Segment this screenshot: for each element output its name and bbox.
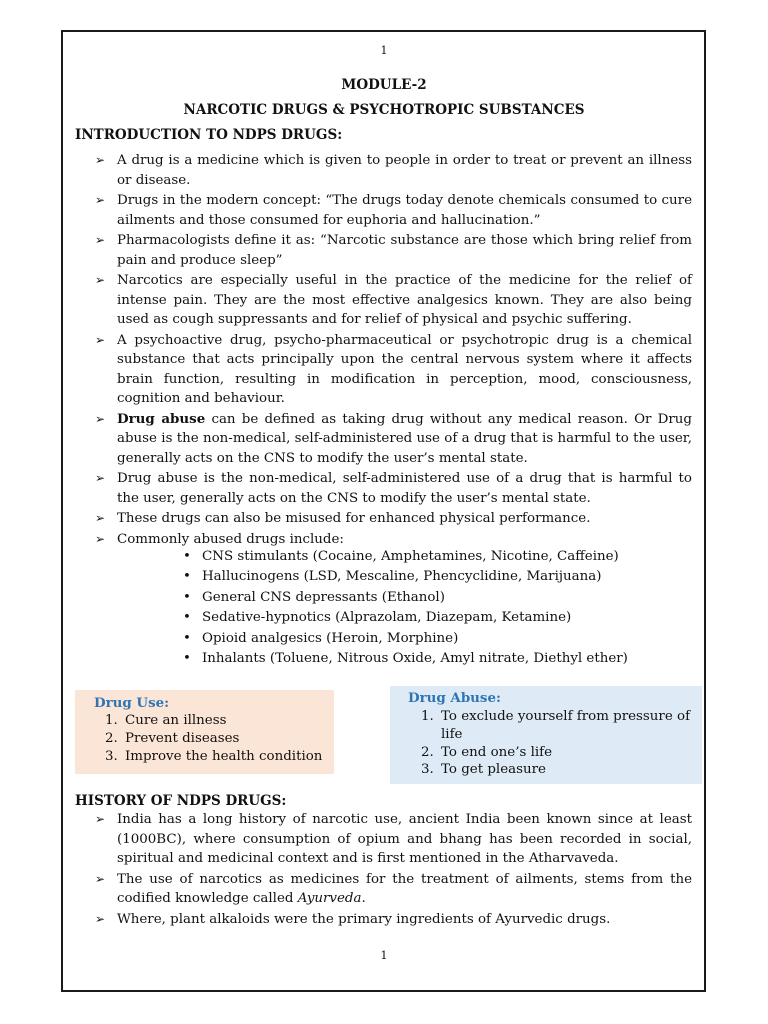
list-item [183, 588, 628, 608]
list-item [183, 629, 628, 649]
bullet-text: Pharmacologists define it as: “Narcotic substance are those which bring relief from pain and produce sleep” [117, 232, 692, 268]
arrow-bullet-icon: ➢ [95, 332, 106, 347]
drug-use-item: Improve the health condition [125, 748, 323, 764]
arrow-bullet-icon: ➢ [95, 192, 106, 207]
module-title: MODULE-2 [341, 77, 427, 93]
drug-use-item: Cure an illness [125, 713, 227, 728]
bullet-text-suffix: . [361, 891, 366, 907]
history-heading: HISTORY OF NDPS DRUGS: [75, 793, 287, 809]
list-item [95, 469, 692, 508]
bullet-text: Where, plant alkaloids were the primary ingredients of Ayurvedic drugs. [117, 911, 611, 927]
abused-drugs-list [183, 547, 628, 669]
dot-bullet-icon: • [183, 549, 191, 564]
module-subtitle: NARCOTIC DRUGS & PSYCHOTROPIC SUBSTANCES [183, 102, 585, 118]
page-number-top: 1 [380, 44, 388, 57]
drug-use-box [75, 690, 334, 774]
list-number: 1. [421, 709, 434, 724]
arrow-bullet-icon: ➢ [95, 531, 106, 546]
list-item [183, 547, 628, 567]
drug-class-text: Sedative-hypnotics (Alprazolam, Diazepam, Ketamine) [202, 610, 572, 626]
list-item [95, 271, 692, 330]
intro-bullet-list [95, 151, 692, 550]
bullet-text: These drugs can also be misused for enhanced physical performance. [117, 511, 591, 527]
dot-bullet-icon: • [183, 630, 191, 646]
bullet-text: India has a long history of narcotic use, ancient India been known since at least (1000BC), where consumption of opium and bhang has been recorded in social, spiritual and medicinal context and is first mentioned in the Atharvaveda. [117, 812, 692, 867]
drug-class-text: Inhalants (Toluene, Nitrous Oxide, Amyl nitrate, Diethyl ether) [202, 651, 628, 667]
arrow-bullet-icon: ➢ [95, 911, 106, 926]
list-number: 2. [105, 730, 118, 746]
bullet-bold-term: Drug abuse [117, 410, 206, 427]
dot-bullet-icon: • [183, 610, 191, 626]
drug-class-text: CNS stimulants (Cocaine, Amphetamines, Nicotine, Caffeine) [202, 549, 619, 564]
list-number: 3. [105, 748, 118, 764]
drug-class-text: Opioid analgesics (Heroin, Morphine) [202, 630, 459, 646]
drug-use-item: Prevent diseases [125, 730, 240, 746]
list-item [95, 331, 692, 409]
drug-class-text: Hallucinogens (LSD, Mescaline, Phencyclidine, Marijuana) [202, 569, 602, 585]
list-item [95, 870, 692, 909]
arrow-bullet-icon: ➢ [95, 471, 106, 486]
list-item [95, 151, 692, 190]
list-number: 1. [105, 713, 118, 728]
arrow-bullet-icon: ➢ [95, 411, 106, 426]
intro-heading: INTRODUCTION TO NDPS DRUGS: [75, 127, 343, 143]
list-item [95, 410, 692, 469]
bullet-text: A psychoactive drug, psycho-pharmaceutical or psychotropic drug is a chemical substance that acts principally upon the central nervous system where it affects brain function, resulting in modification in perception, mood, consciousness, cognition and behaviour. [117, 332, 692, 407]
list-item [95, 810, 692, 869]
list-item [421, 708, 697, 744]
drug-use-title: Drug Use: [94, 695, 170, 711]
bullet-text: can be defined as taking drug without any medical reason. Or Drug abuse is the non-medical, self-administered use of a drug that is harmful to the user, generally acts on the CNS to modify the user’s mental state. [117, 411, 693, 466]
list-item [421, 761, 697, 779]
list-item [95, 509, 692, 529]
arrow-bullet-icon: ➢ [95, 812, 106, 826]
drug-use-list [105, 712, 322, 765]
drug-class-text: General CNS depressants (Ethanol) [202, 589, 445, 605]
bullet-text: Narcotics are especially useful in the practice of the medicine for the relief of intense pain. They are the most effective analgesics known. They are also being used as cough suppressants and for relief of physical and psychic suffering. [117, 272, 692, 328]
arrow-bullet-icon: ➢ [95, 153, 106, 167]
list-item [95, 910, 692, 930]
dot-bullet-icon: • [183, 651, 191, 667]
drug-abuse-list [421, 708, 697, 779]
list-item [105, 748, 322, 766]
history-bullet-list [95, 810, 692, 930]
arrow-bullet-icon: ➢ [95, 871, 106, 886]
list-item [421, 744, 697, 762]
drug-abuse-item: To get pleasure [441, 762, 546, 778]
list-item [105, 712, 322, 730]
list-number: 3. [421, 762, 434, 778]
arrow-bullet-icon: ➢ [95, 232, 106, 247]
list-item [95, 191, 692, 230]
list-item [105, 730, 322, 748]
drug-abuse-box [390, 686, 702, 784]
drug-abuse-item: To exclude yourself from pressure of life [441, 709, 691, 742]
bullet-text: Commonly abused drugs include: [117, 531, 344, 547]
list-number: 2. [421, 744, 434, 760]
list-item [183, 567, 628, 587]
drug-abuse-title: Drug Abuse: [408, 690, 501, 706]
bullet-text: The use of narcotics as medicines for the treatment of ailments, stems from the codified knowledge called [117, 871, 692, 907]
list-item [183, 649, 628, 669]
bullet-italic-term: Ayurveda [297, 891, 362, 907]
list-item [95, 231, 692, 270]
drug-abuse-item: To end one’s life [441, 744, 553, 760]
dot-bullet-icon: • [183, 569, 191, 585]
arrow-bullet-icon: ➢ [95, 511, 106, 526]
arrow-bullet-icon: ➢ [95, 272, 106, 287]
dot-bullet-icon: • [183, 589, 191, 605]
page-number-bottom: 1 [380, 949, 388, 962]
list-item [183, 608, 628, 628]
bullet-text: Drugs in the modern concept: “The drugs today denote chemicals consumed to cure ailments and those consumed for euphoria and hallucination.” [117, 192, 692, 228]
bullet-text: Drug abuse is the non-medical, self-administered use of a drug that is harmful to the user, generally acts on the CNS to modify the user’s mental state. [117, 471, 692, 506]
bullet-text: A drug is a medicine which is given to people in order to treat or prevent an illness or disease. [117, 153, 692, 188]
